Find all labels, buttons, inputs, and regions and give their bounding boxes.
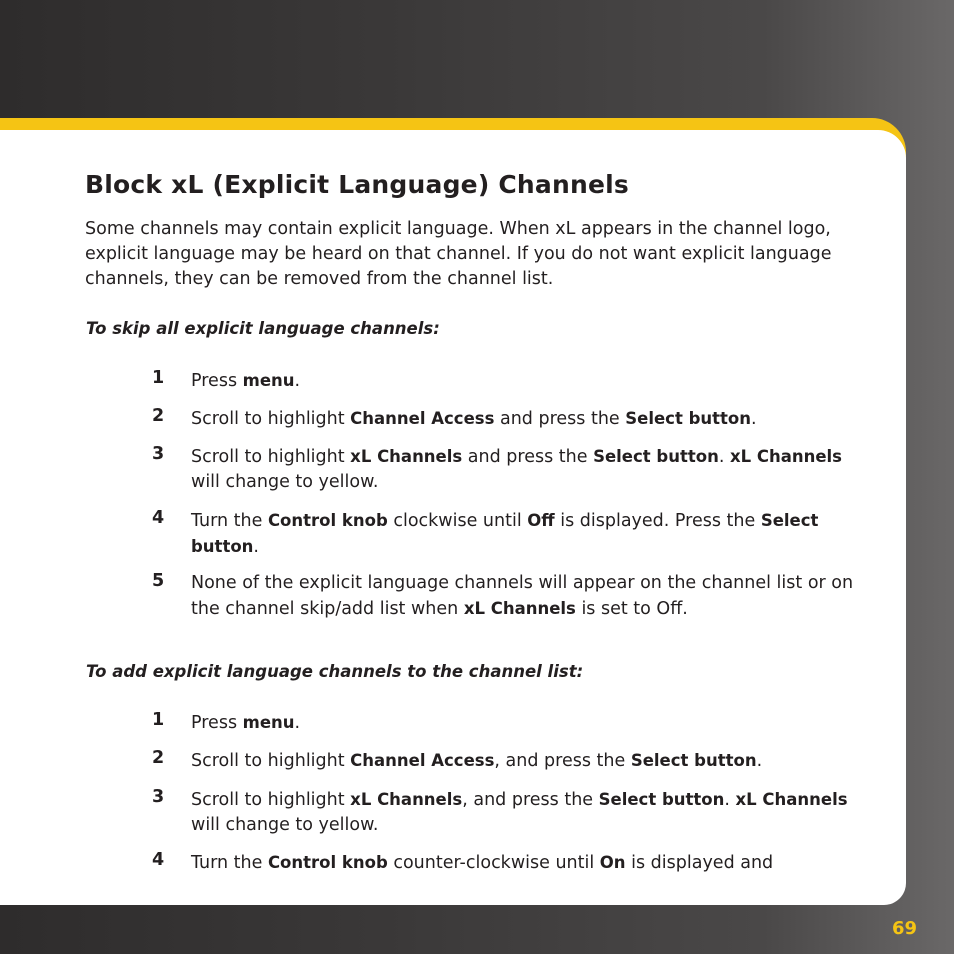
step-number: 3	[152, 787, 165, 807]
step-number: 1	[152, 710, 165, 730]
step-text: Scroll to highlight xL Channels and press the Select button. xL Channels will change to yellow.	[191, 447, 843, 492]
step-number: 2	[152, 406, 165, 426]
page-title: Block xL (Explicit Language) Channels	[85, 170, 629, 199]
step-number: 4	[152, 850, 165, 870]
step-number: 5	[152, 571, 165, 591]
step-number: 4	[152, 508, 165, 528]
step-number: 2	[152, 748, 165, 768]
page-number: 69	[892, 918, 918, 939]
step-text: Turn the Control knob counter-clockwise until On is displayed and	[191, 853, 774, 873]
intro-paragraph: Some channels may contain explicit language. When xL appears in the channel logo, explicit language may be heard on that channel. If you do not want explicit language channels, they can be removed from the channel list.	[85, 219, 832, 289]
section2-heading: To add explicit language channels to the channel list:	[86, 662, 584, 681]
step-text: Scroll to highlight xL Channels, and press the Select button. xL Channels will change to yellow.	[191, 790, 848, 835]
section1-heading: To skip all explicit language channels:	[86, 319, 440, 338]
step-text: Scroll to highlight Channel Access and press the Select button.	[191, 409, 757, 429]
step-number: 1	[152, 368, 165, 388]
step-text: None of the explicit language channels will appear on the channel list or on the channel skip/add list when xL Channels is set to Off.	[191, 573, 854, 619]
step-text: Turn the Control knob clockwise until Off is displayed. Press the Select button.	[191, 511, 819, 557]
step-number: 3	[152, 444, 165, 464]
step-text: Press menu.	[191, 371, 301, 391]
step-text: Press menu.	[191, 713, 301, 733]
step-text: Scroll to highlight Channel Access, and press the Select button.	[191, 751, 763, 771]
